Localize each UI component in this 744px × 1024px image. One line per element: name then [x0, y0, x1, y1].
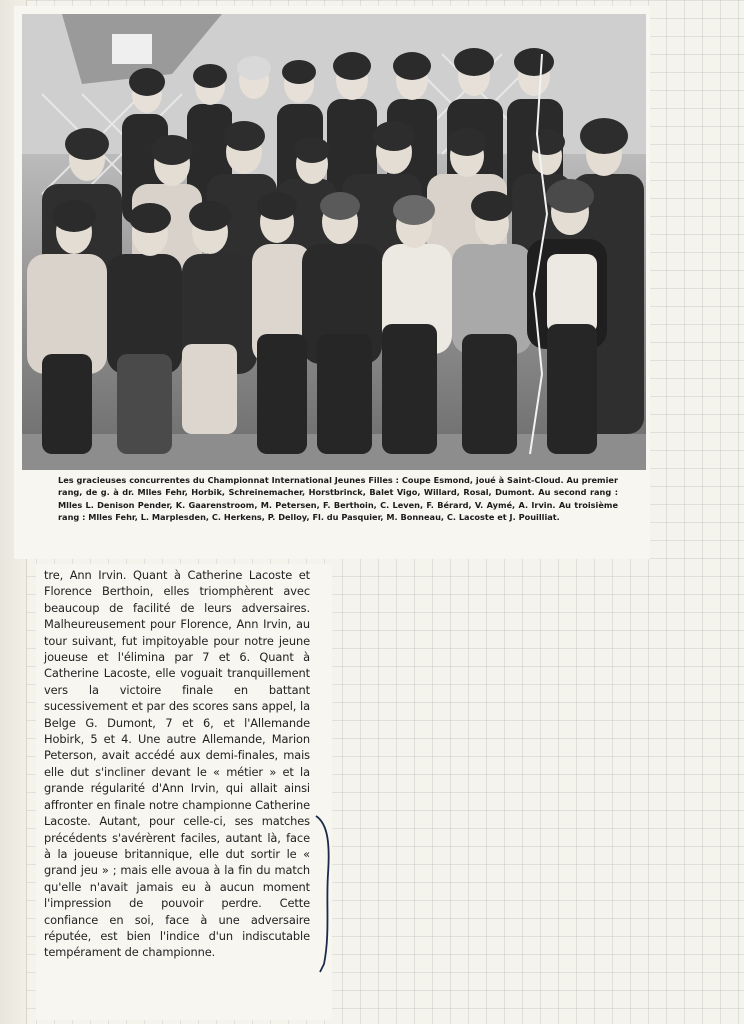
group-photo: [22, 14, 646, 470]
article-column: [44, 567, 310, 961]
pen-bracket-mark: [312, 814, 338, 974]
group-photo-icon: [22, 14, 646, 470]
photo-caption: Les gracieuses concurrentes du Championnat International Jeunes Filles : Coupe Esmond, joué à Saint-Cloud. Au premier rang, de g. à dr. Mlles Fehr, Horbik, Schreinemacher, Horstbrinck, Balet Vigo, Willard, Rosal, Dumont. Au second rang : Mlles L. Denison Pender, K. Gaarenstroom, M. Petersen, F. Berthoin, C. Leven, F. Bérard, V. Aymé, A. Irvin. Au troisième rang : Mlles Fehr, L. Marplesden, C. Herkens, P. Delloy, Fl. du Pasquier, M. Bonneau, C. Lacoste et J. Pouilliat.: [58, 475, 618, 523]
article-text: tre, Ann Irvin. Quant à Catherine Lacoste et Florence Berthoin, elles triomphèrent avec beaucoup de facilité de leurs adversaires. Malheureusement pour Florence, Ann Irvin, au tour suivant, fut impitoyable pour notre jeune joueuse et l'élimina par 7 et 6. Quant à Catherine Lacoste, elle voguait tranquillement vers la victoire finale en battant sucessivement et par des scores sans appel, la Belge G. Dumont, 7 et 6, et l'Allemande Hobirk, 5 et 4. Une autre Allemande, Marion Peterson, avait accédé aux demi-finales, mais elle dut s'incliner devant le « métier » et la grande régularité d'Ann Irvin, qui allait ainsi affronter en finale notre championne Catherine Lacoste. Autant, pour celle-ci, ses matches précédents s'avérèrent faciles, autant là, face à la joueuse britannique, elle dut sortir le « grand jeu » ; mais elle avoua à la fin du match qu'elle n'avait jamais eu à aucun moment l'impression de pouvoir perdre. Cette confiance en soi, face à une adversaire réputée, est bien l'indice d'un indiscutable tempérament de championne.: [44, 568, 310, 960]
